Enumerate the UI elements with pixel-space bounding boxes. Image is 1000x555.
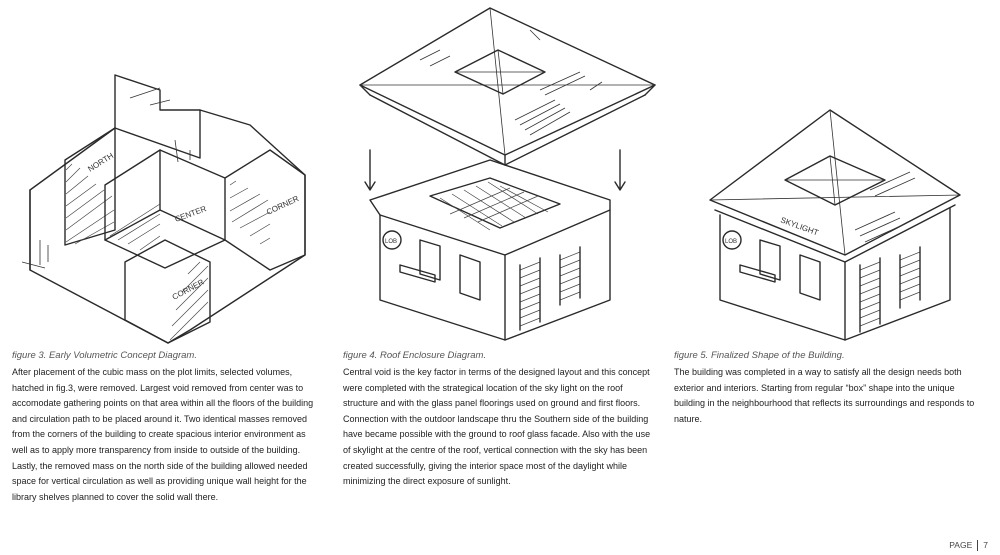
figure-4-text-column [343, 349, 653, 490]
page-number [949, 540, 988, 551]
label-corner-front: CORNER [170, 277, 206, 302]
figure-3-caption: figure 3. Early Volumetric Concept Diagram. [12, 350, 197, 361]
logo-lob-final: LOB [725, 239, 738, 245]
figure-5-finalized-building-sketch [670, 0, 1000, 345]
figure-3-description: After placement of the cubic mass on the plot limits, selected volumes, hatched in fig.3, were removed. Largest void removed from center was to accomodate gathering points on that area within all the floors of the building and circulation path to be placed around it. Two identical masses removed from the corners of the building to create spacious interior environment as well as to apply more transparency from inside to outside of the building. Lastly, the removed mass on the north side of the building allowed needed space for vertical circulation as well as providing unique wall height for the library shelves planned to cover the solid wall there. [12, 367, 314, 502]
figure-4-caption: figure 4. Roof Enclosure Diagram. [343, 350, 487, 361]
page-number-value: 7 [983, 540, 988, 550]
figure-5-description: The building was completed in a way to satisfy all the design needs both exterior and interiors. Starting from regular “box” shape into the unique building in the neighbourhood that reflects its surroundings and responds to nature. [674, 367, 975, 424]
label-center: CENTER [173, 204, 208, 224]
logo-lob: LOB [385, 239, 398, 245]
figure-4-description: Central void is the key factor in terms of the designed layout and this concept were completed with the strategical location of the sky light on the roof structure and with the glass panel floorings used on ground and first floors. Connection with the outdoor landscape thru the Southern side of the building have became possible with the ground to roof glass facade. Also with the use of skylight at the centre of the roof, vertical connection with the sky has been created successfully, giving the interior space most of the daylight while minimizing the direct exposure of sunlight. [343, 367, 651, 487]
figure-3-volumetric-sketch [0, 0, 330, 345]
label-skylight: SKYLIGHT [779, 215, 820, 238]
label-north: NORTH [86, 151, 116, 174]
figure-5-caption: figure 5. Finalized Shape of the Building. [674, 350, 845, 361]
figure-3-text-column [12, 349, 322, 505]
figure-5-text-column [674, 349, 984, 427]
label-corner-right: CORNER [265, 194, 301, 217]
figure-4-roof-enclosure-sketch [340, 0, 670, 345]
page-label: PAGE [949, 540, 973, 550]
